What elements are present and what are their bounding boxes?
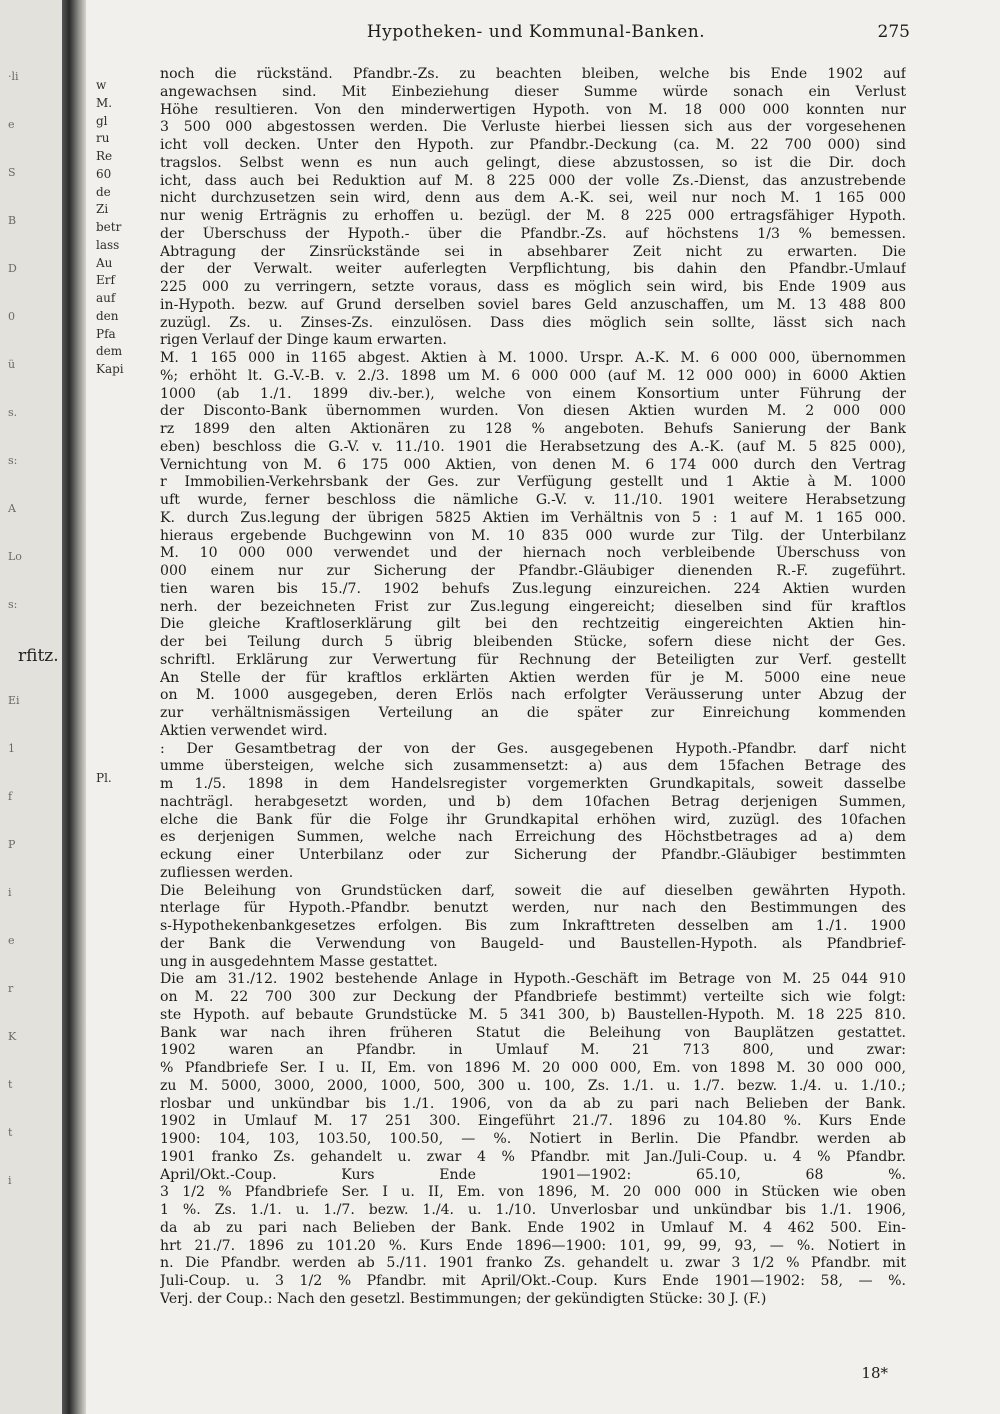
text-line: Aktien verwendet wird. <box>160 722 328 739</box>
text-line: rlosbar und unkündbar bis 1./1. 1906, von da ab zu pari nach Belieben der Bank. <box>160 1095 906 1112</box>
text-line: icht, dass auch bei Reduktion auf M. 8 225 000 der volle Zs.-Dienst, das anzustrebende <box>160 172 906 189</box>
margin-note: dem <box>96 344 123 359</box>
text-line: Höhe resultieren. Von den minderwertigen Hypoth. von M. 18 000 000 konnten nur <box>160 101 906 118</box>
page-number: 275 <box>877 22 910 42</box>
text-line: Die Beleihung von Grundstücken darf, soweit die auf dieselben gewährten Hypoth. <box>160 882 906 899</box>
text-line: 000 einem nur zur Sicherung der Pfandbr.-Gläubiger dienenden R.-F. zugeführt. <box>160 563 906 579</box>
text-line: nerh. der bezeichneten Frist zur Zus.legung eingereicht; dieselben sind für kraftlos <box>160 598 906 615</box>
margin-note: lass <box>96 237 120 252</box>
text-line: in-Hypoth. bezw. auf Grund derselben soviel bares Geld anzuschaffen, um M. 13 488 800 <box>160 296 906 313</box>
margin-note: gl <box>96 113 108 128</box>
text-line: elche die Bank für die Folge ihr Grundkapital erhöhen wird, zuzügl. des 10fachen <box>160 811 906 828</box>
text-line: da ab zu pari nach Belieben der Bank. Ende 1902 in Umlauf M. 4 462 500. Ein- <box>160 1219 906 1236</box>
text-line: m 1./5. 1898 in dem Handelsregister vorgemerkten Grundkapitals, soweit dasselbe <box>160 776 906 792</box>
text-line: der der Verwalt. weiter auferlegten Verpflichtung, bis dahin den Pfandbr.-Umlauf <box>160 261 906 278</box>
text-line: hieraus ergebende Buchgewinn von M. 10 835 000 wurde zur Tilg. der Unterbilanz <box>160 527 906 544</box>
text-line: umme übersteigen, welche sich zusammensetzt: a) aus dem 15fachen Betrage des <box>160 758 906 775</box>
text-line: on M. 22 700 300 zur Deckung der Pfandbriefe bestimmt) verteilte sich wie folgt: <box>160 989 906 1005</box>
text-line: der Disconto-Bank übernommen wurden. Von diesen Aktien wurden M. 2 000 000 <box>160 403 906 420</box>
left-page-fragment: S <box>8 166 16 179</box>
left-page-fragment: i <box>8 1174 12 1187</box>
margin-note: ru <box>96 131 110 146</box>
margin-note: Au <box>96 255 113 270</box>
text-line: : Der Gesamtbetrag der von der Ges. ausgegebenen Hypoth.-Pfandbr. darf nicht <box>160 740 906 757</box>
text-line: ste Hypoth. auf bebaute Grundstücke M. 5 341 300, b) Baustellen-Hypoth. M. 18 225 810. <box>160 1006 906 1023</box>
text-line: %; erhöht lt. G.-V.-B. v. 2./3. 1898 um M. 6 000 000 (auf M. 12 000 000) in 6000 Aktien <box>160 367 906 384</box>
text-line: nachträgl. herabgesetzt worden, und b) dem 10fachen Betrag derjenigen Summen, <box>160 793 906 810</box>
text-line: 1 %. Zs. 1./1. u. 1./7. bezw. 1./4. u. 1./10. Unverlosbar und unkündbar bis 1./1. 1906, <box>160 1202 906 1218</box>
left-page-fragment: 1 <box>8 742 15 755</box>
left-page-fragment: P <box>8 838 16 851</box>
left-page-fragment: s: <box>8 598 18 611</box>
margin-note: den <box>96 308 119 323</box>
left-page-fragment: K <box>8 1030 17 1043</box>
text-line: rigen Verlauf der Dinge kaum erwarten. <box>160 332 447 349</box>
left-page-fragment: Ei <box>8 694 20 707</box>
left-page-fragment: A <box>8 502 16 515</box>
text-line: 225 000 zu verringern, setzte voraus, dass es möglich sein wird, bis Ende 1909 aus <box>160 279 906 295</box>
text-line: 1902 in Umlauf M. 17 251 300. Eingeführt 21./7. 1896 zu 104.80 %. Kurs Ende <box>160 1113 906 1130</box>
margin-note: Re <box>96 149 113 163</box>
left-page-fragment: s: <box>8 454 18 467</box>
left-page-fragment: s. <box>8 406 18 419</box>
left-page-fragment: f <box>8 790 13 803</box>
text-line: An Stelle der für kraftlos erklärten Aktien werden für je M. 5000 eine neue <box>160 669 906 686</box>
text-line: 3 1/2 % Pfandbriefe Ser. I u. II, Em. von 1896, M. 20 000 000 in Stücken wie oben <box>160 1184 906 1201</box>
margin-note: M. <box>96 95 113 110</box>
margin-note: Pl. <box>96 771 112 785</box>
text-line: zur verhältnismässigen Verteilung an die später zur Einreichung kommenden <box>160 705 906 721</box>
margin-note: w <box>96 78 107 92</box>
margin-note: Erf <box>96 273 115 288</box>
text-line: der Bank die Verwendung von Baugeld- und Baustellen-Hypoth. als Pfandbrief- <box>160 935 906 952</box>
left-page-fragment: t <box>8 1078 13 1091</box>
margin-note: Pfa <box>96 326 116 341</box>
text-line: 1900: 104, 103, 103.50, 100.50, — %. Notiert in Berlin. Die Pfandbr. werden ab <box>160 1131 906 1147</box>
text-line: s-Hypothekenbankgesetzes erfolgen. Bis zum Inkrafttreten desselben am 1./1. 1900 <box>160 918 906 934</box>
left-page-fragment: r <box>8 982 14 995</box>
text-line: tragslos. Selbst wenn es nun auch gelingt, diese abzustossen, so ist die Dir. doch <box>160 154 906 171</box>
text-line: icht voll decken. Unter den Hypoth. zur Pfandbr.-Deckung (ca. M. 22 700 000) sind <box>160 137 906 153</box>
text-line: uft wurde, ferner beschloss die nämliche G.-V. v. 11./10. 1901 weitere Herabsetzung <box>160 492 906 508</box>
text-line: ung in ausgedehntem Masse gestattet. <box>160 953 438 970</box>
text-line: es derjenigen Summen, welche nach Erreichung des Höchstbetrages ad a) dem <box>160 829 906 846</box>
margin-note: Kapi <box>96 362 124 376</box>
body-text <box>160 66 906 1309</box>
text-line: % Pfandbriefe Ser. I u. II, Em. von 1896 M. 20 000 000, Em. von 1898 M. 30 000 000, <box>160 1060 906 1076</box>
text-line: angewachsen sind. Mit Einbeziehung dieser Summe würde sonach ein Verlust <box>160 83 906 100</box>
text-line: Juli-Coup. u. 3 1/2 % Pfandbr. mit April/Okt.-Coup. Kurs Ende 1901—1902: 58, — %. <box>160 1273 906 1289</box>
text-line: zuzügl. Zs. u. Zinses-Zs. einzulösen. Dass dies möglich sein sollte, lässt sich nach <box>160 314 906 331</box>
signature-mark: 18* <box>861 1364 888 1382</box>
left-page-fragment: e <box>8 118 15 131</box>
text-line: schriftl. Erklärung zur Verwertung für Rechnung der Beteiligten zur Verf. gestellt <box>160 651 906 668</box>
text-line: Verj. der Coup.: Nach den gesetzl. Bestimmungen; der gekündigten Stücke: 30 J. (F.) <box>160 1290 767 1307</box>
text-line: hrt 21./7. 1896 zu 101.20 %. Kurs Ende 1896—1900: 101, 99, 99, 93, — %. Notiert in <box>160 1237 906 1254</box>
left-page-fragment: D <box>8 262 17 275</box>
text-line: eben) beschloss die G.-V. v. 11./10. 1901 die Herabsetzung des A.-K. (auf M. 5 825 000), <box>160 438 906 455</box>
text-line: nterlage für Hypoth.-Pfandbr. benutzt werden, nur nach den Bestimmungen des <box>160 900 906 917</box>
text-line: zu M. 5000, 3000, 2000, 1000, 500, 300 u. 100, Zs. 1./1. u. 1./7. bezw. 1./4. u. 1./10.; <box>160 1077 906 1094</box>
text-line: M. 1 165 000 in 1165 abgest. Aktien à M. 1000. Urspr. A.-K. M. 6 000 000, übernommen <box>160 350 906 366</box>
book-gutter <box>62 0 86 1414</box>
text-line: Abtragung der Zinsrückstände sei in absehbarer Zeit nicht zu erwarten. Die <box>160 243 906 260</box>
margin-note: de <box>96 184 111 199</box>
left-page-fragment: rfitz. <box>18 646 59 666</box>
left-page-fragment: e <box>8 934 15 947</box>
text-line: K. durch Zus.legung der übrigen 5825 Aktien im Verhältnis von 5 : 1 auf M. 1 165 000. <box>160 509 906 526</box>
text-line: nicht durchzusetzen sein wird, denn aus dem A.-K. sei, weil nur noch M. 1 165 000 <box>160 190 906 207</box>
text-line: r Immobilien-Verkehrsbank der Ges. zur Verfügung gestellt und 1 Aktie à M. 1000 <box>160 474 906 491</box>
left-page-fragment: i <box>8 886 12 899</box>
left-page-fragment: 0 <box>8 310 15 323</box>
adjacent-page-edge <box>0 0 64 1414</box>
text-line: 1000 (ab 1./1. 1899 div.-ber.), welche von einem Konsortium unter Führung der <box>160 385 906 402</box>
text-line: zufliessen werden. <box>160 864 294 881</box>
text-line: 1901 franko Zs. gehandelt u. zwar 4 % Pfandbr. mit Jan./Juli-Coup. u. 4 % Pfandbr. <box>160 1148 906 1165</box>
text-line: 3 500 000 abgestossen werden. Die Verluste hierbei liessen sich aus der vorgesehenen <box>160 119 906 136</box>
text-line: der Überschuss der Hypoth.- über die Pfandbr.-Zs. auf höchstens 1/3 % bemessen. <box>160 225 906 242</box>
left-page-fragment: ·li <box>8 70 19 83</box>
text-line: nur wenig Erträgnis zu erhoffen u. bezügl. der M. 8 225 000 ertragsfähiger Hypoth. <box>160 208 906 224</box>
left-page-fragment: Lo <box>8 550 22 563</box>
left-page-fragment: B <box>8 214 17 227</box>
margin-note: betr <box>96 220 122 234</box>
margin-note: auf <box>96 291 116 305</box>
text-line: 1902 waren an Pfandbr. in Umlauf M. 21 713 800, und zwar: <box>160 1042 906 1059</box>
text-line: n. Die Pfandbr. werden ab 5./11. 1901 franko Zs. gehandelt u. zwar 3 1/2 % Pfandbr. mit <box>160 1255 906 1272</box>
running-header: Hypotheken- und Kommunal-Banken. <box>366 22 706 42</box>
left-page-fragment: ü <box>8 358 16 371</box>
document-page <box>86 0 1000 1414</box>
text-line: Die am 31./12. 1902 bestehende Anlage in Hypoth.-Geschäft im Betrage von M. 25 044 910 <box>160 971 906 988</box>
text-line: Vernichtung von M. 6 175 000 Aktien, von denen M. 6 174 000 durch den Vertrag <box>160 456 906 473</box>
text-line: noch die rückständ. Pfandbr.-Zs. zu beachten bleiben, welche bis Ende 1902 auf <box>160 66 906 82</box>
text-line: M. 10 000 000 verwendet und der hiernach noch verbleibende Überschuss von <box>160 545 906 562</box>
left-page-fragment: t <box>8 1126 13 1139</box>
text-line: rz 1899 den alten Aktionären zu 128 % angeboten. Behufs Sanierung der Bank <box>160 421 906 437</box>
text-line: eckung einer Unterbilanz oder zur Sicherung der Pfandbr.-Gläubiger bestimmten <box>160 847 906 863</box>
text-line: tien waren bis 15./7. 1902 behufs Zus.legung einzureichen. 224 Aktien wurden <box>160 580 906 597</box>
text-line: Bank war nach ihren früheren Statut die Beleihung von Bauplätzen gestattet. <box>160 1024 906 1041</box>
margin-note: Zi <box>96 202 109 217</box>
text-line: April/Okt.-Coup. Kurs Ende 1901—1902: 65.10, 68 %. <box>160 1166 906 1183</box>
margin-note: 60 <box>96 166 112 181</box>
text-line: Die gleiche Kraftloserklärung gilt bei den rechtzeitig eingereichten Aktien hin- <box>160 616 906 633</box>
text-line: on M. 1000 ausgegeben, deren Erlös nach erfolgter Veräusserung unter Abzug der <box>160 687 906 704</box>
text-line: der bei Teilung durch 5 übrig bleibenden Stücke, sofern diese nicht der Ges. <box>160 634 906 650</box>
